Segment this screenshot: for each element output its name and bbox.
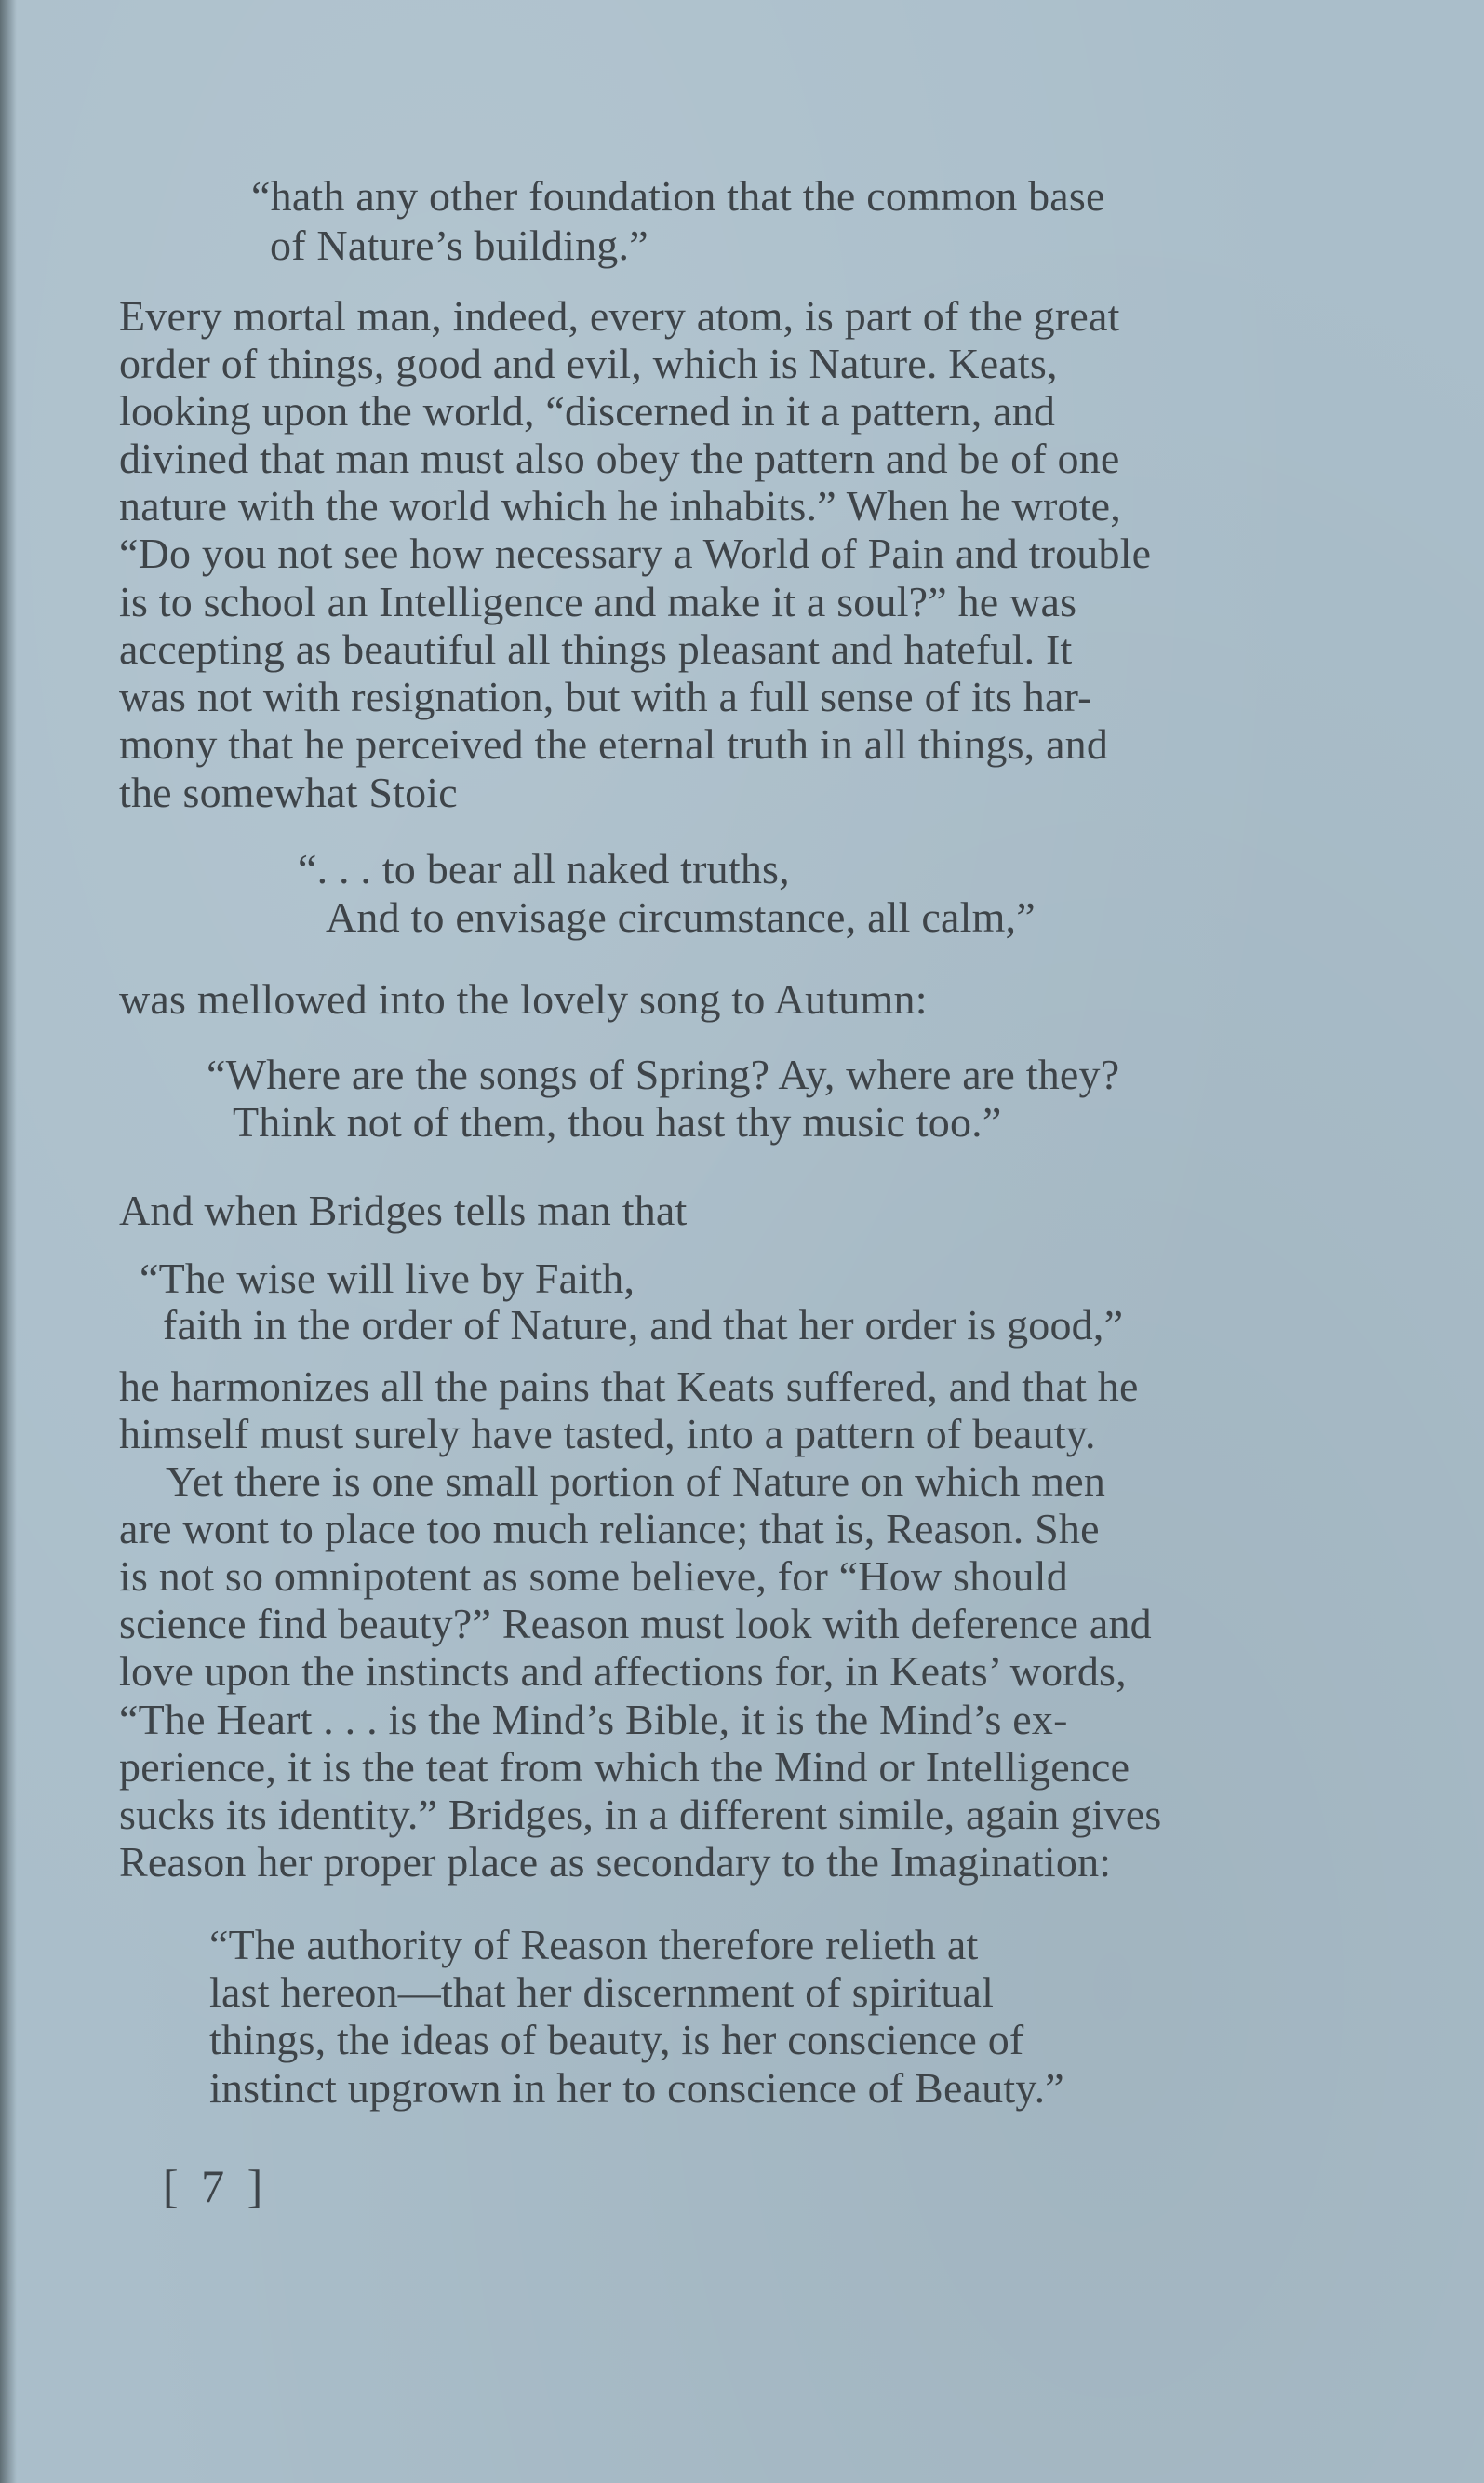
quote-line: And to envisage circumstance, all calm,” xyxy=(326,893,1036,941)
text-line: mony that he perceived the eternal truth in all things, and xyxy=(119,720,1109,768)
text-line: is to school an Intelligence and make it a soul?” he was xyxy=(119,578,1077,625)
text-line: sucks its identity.” Bridges, in a different simile, again gives xyxy=(119,1791,1162,1838)
quote-line: last hereon—that her discernment of spiritual xyxy=(209,1968,995,2016)
text-line: “The Heart . . . is the Mind’s Bible, it is the Mind’s ex- xyxy=(119,1696,1068,1743)
text-line: order of things, good and evil, which is Nature. Keats, xyxy=(119,340,1058,387)
text-line: nature with the world which he inhabits.” When he wrote, xyxy=(119,482,1121,530)
quote-line: “Where are the songs of Spring? Ay, where are they? xyxy=(207,1051,1120,1098)
quote-line: faith in the order of Nature, and that her order is good,” xyxy=(163,1301,1124,1349)
text-line: Yet there is one small portion of Nature on which men xyxy=(166,1457,1106,1505)
text-line: “Do you not see how necessary a World of Pain and trouble xyxy=(119,530,1152,577)
text-line: of Nature’s building.” xyxy=(270,221,648,269)
quote-line: “. . . to bear all naked truths, xyxy=(298,845,790,893)
page-spine-shadow xyxy=(0,0,17,2483)
text-line: looking upon the world, “discerned in it a pattern, and xyxy=(119,387,1056,435)
text-line: are wont to place too much reliance; that is, Reason. She xyxy=(119,1505,1100,1552)
text-line: was not with resignation, but with a full sense of its har- xyxy=(119,673,1092,720)
text-line: accepting as beautiful all things pleasant and hateful. It xyxy=(119,625,1073,673)
text-line: Reason her proper place as secondary to the Imagination: xyxy=(119,1838,1112,1886)
text-line: divined that man must also obey the pattern and be of one xyxy=(119,435,1120,482)
page-number: [ 7 ] xyxy=(163,2160,269,2212)
text-line: perience, it is the teat from which the Mind or Intelligence xyxy=(119,1743,1130,1791)
text-line: love upon the instincts and affections for, in Keats’ words, xyxy=(119,1647,1127,1695)
text-line: the somewhat Stoic xyxy=(119,769,458,816)
quote-line: things, the ideas of beauty, is her conscience of xyxy=(209,2016,1024,2063)
quote-line: instinct upgrown in her to conscience of Beauty.” xyxy=(209,2064,1064,2112)
text-line: is not so omnipotent as some believe, for “How should xyxy=(119,1552,1068,1600)
text-line: was mellowed into the lovely song to Autumn: xyxy=(119,975,928,1023)
quote-line: Think not of them, thou hast thy music too.” xyxy=(233,1098,1002,1146)
text-line: himself must surely have tasted, into a pattern of beauty. xyxy=(119,1410,1096,1457)
text-line: he harmonizes all the pains that Keats suffered, and that he xyxy=(119,1362,1139,1410)
quote-line: “The authority of Reason therefore relieth at xyxy=(209,1921,979,1968)
text-line: And when Bridges tells man that xyxy=(119,1187,688,1234)
quote-line: “The wise will live by Faith, xyxy=(140,1255,635,1302)
text-line: Every mortal man, indeed, every atom, is part of the great xyxy=(119,292,1120,340)
text-line: “hath any other foundation that the common base xyxy=(251,172,1105,220)
text-line: science find beauty?” Reason must look with deference and xyxy=(119,1600,1152,1647)
